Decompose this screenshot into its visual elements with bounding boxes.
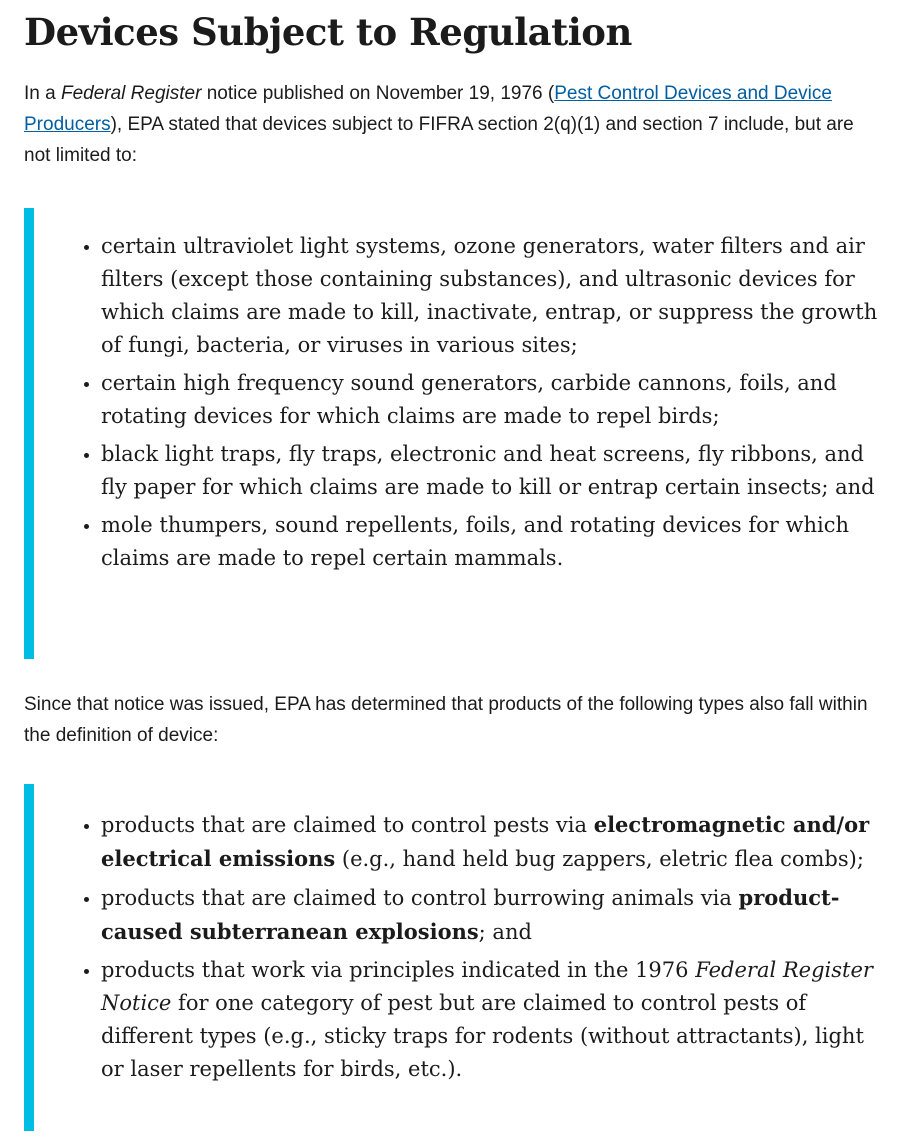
pest-control-devices-link[interactable]: Pest Control Devices and Device Producers xyxy=(24,83,832,135)
list-item xyxy=(101,881,884,949)
devices-list-1976 xyxy=(34,230,884,575)
item-text: (e.g., hand held bug zappers, eletric flea combs); xyxy=(335,847,864,871)
list-item: • black light traps, fly traps, electronic and heat screens, fly ribbons, and fly paper for which claims are made to kill or entrap certain insects; and xyxy=(101,438,884,504)
intro-middle: notice published on November 19, 1976 ( xyxy=(201,83,555,104)
item-text: ; and xyxy=(478,920,532,944)
intro-paragraph xyxy=(24,78,884,171)
list-item: • certain ultraviolet light systems, ozone generators, water filters and air filters (except those containing substances), and ultrasonic devices for which claims are made to kill, inactivate, entrap, or suppress the growth of fungi, bacteria, or viruses in various sites; xyxy=(101,230,884,362)
item-text: products that are claimed to control pests via xyxy=(101,813,594,837)
page-title: Devices Subject to Regulation xyxy=(24,10,632,54)
devices-callout-1976 xyxy=(24,208,884,659)
devices-callout-additional xyxy=(24,784,884,1131)
intro-italic-federal-register: Federal Register xyxy=(60,83,202,104)
item-text: products that are claimed to control burrowing animals via xyxy=(101,886,739,910)
since-notice-paragraph: Since that notice was issued, EPA has determined that products of the following types also fall within the definition of device: xyxy=(24,694,868,746)
item-text: for one category of pest but are claimed to control pests of different types (e.g., sticky traps for rodents (without attractants), light or laser repellents for birds, etc.). xyxy=(101,991,864,1081)
list-item: • certain high frequency sound generators, carbide cannons, foils, and rotating devices for which claims are made to repel birds; xyxy=(101,367,884,433)
item-text: products that work via principles indicated in the 1976 xyxy=(101,958,696,982)
page-content xyxy=(24,0,884,1131)
intro-suffix: ), EPA stated that devices subject to FIFRA section 2(q)(1) and section 7 include, but are not limited to: xyxy=(24,114,854,166)
list-item xyxy=(101,954,884,1086)
item-bold-text: electromagnetic and/or electrical emissions xyxy=(101,812,870,871)
item-bold-text: product-caused subterranean explosions xyxy=(101,885,840,944)
item-italic-text: Federal Register Notice xyxy=(101,958,873,1015)
list-item xyxy=(101,808,884,876)
list-item: • mole thumpers, sound repellents, foils, and rotating devices for which claims are made to repel certain mammals. xyxy=(101,509,884,575)
devices-list-additional xyxy=(34,808,884,1086)
intro-prefix: In a xyxy=(24,83,61,104)
